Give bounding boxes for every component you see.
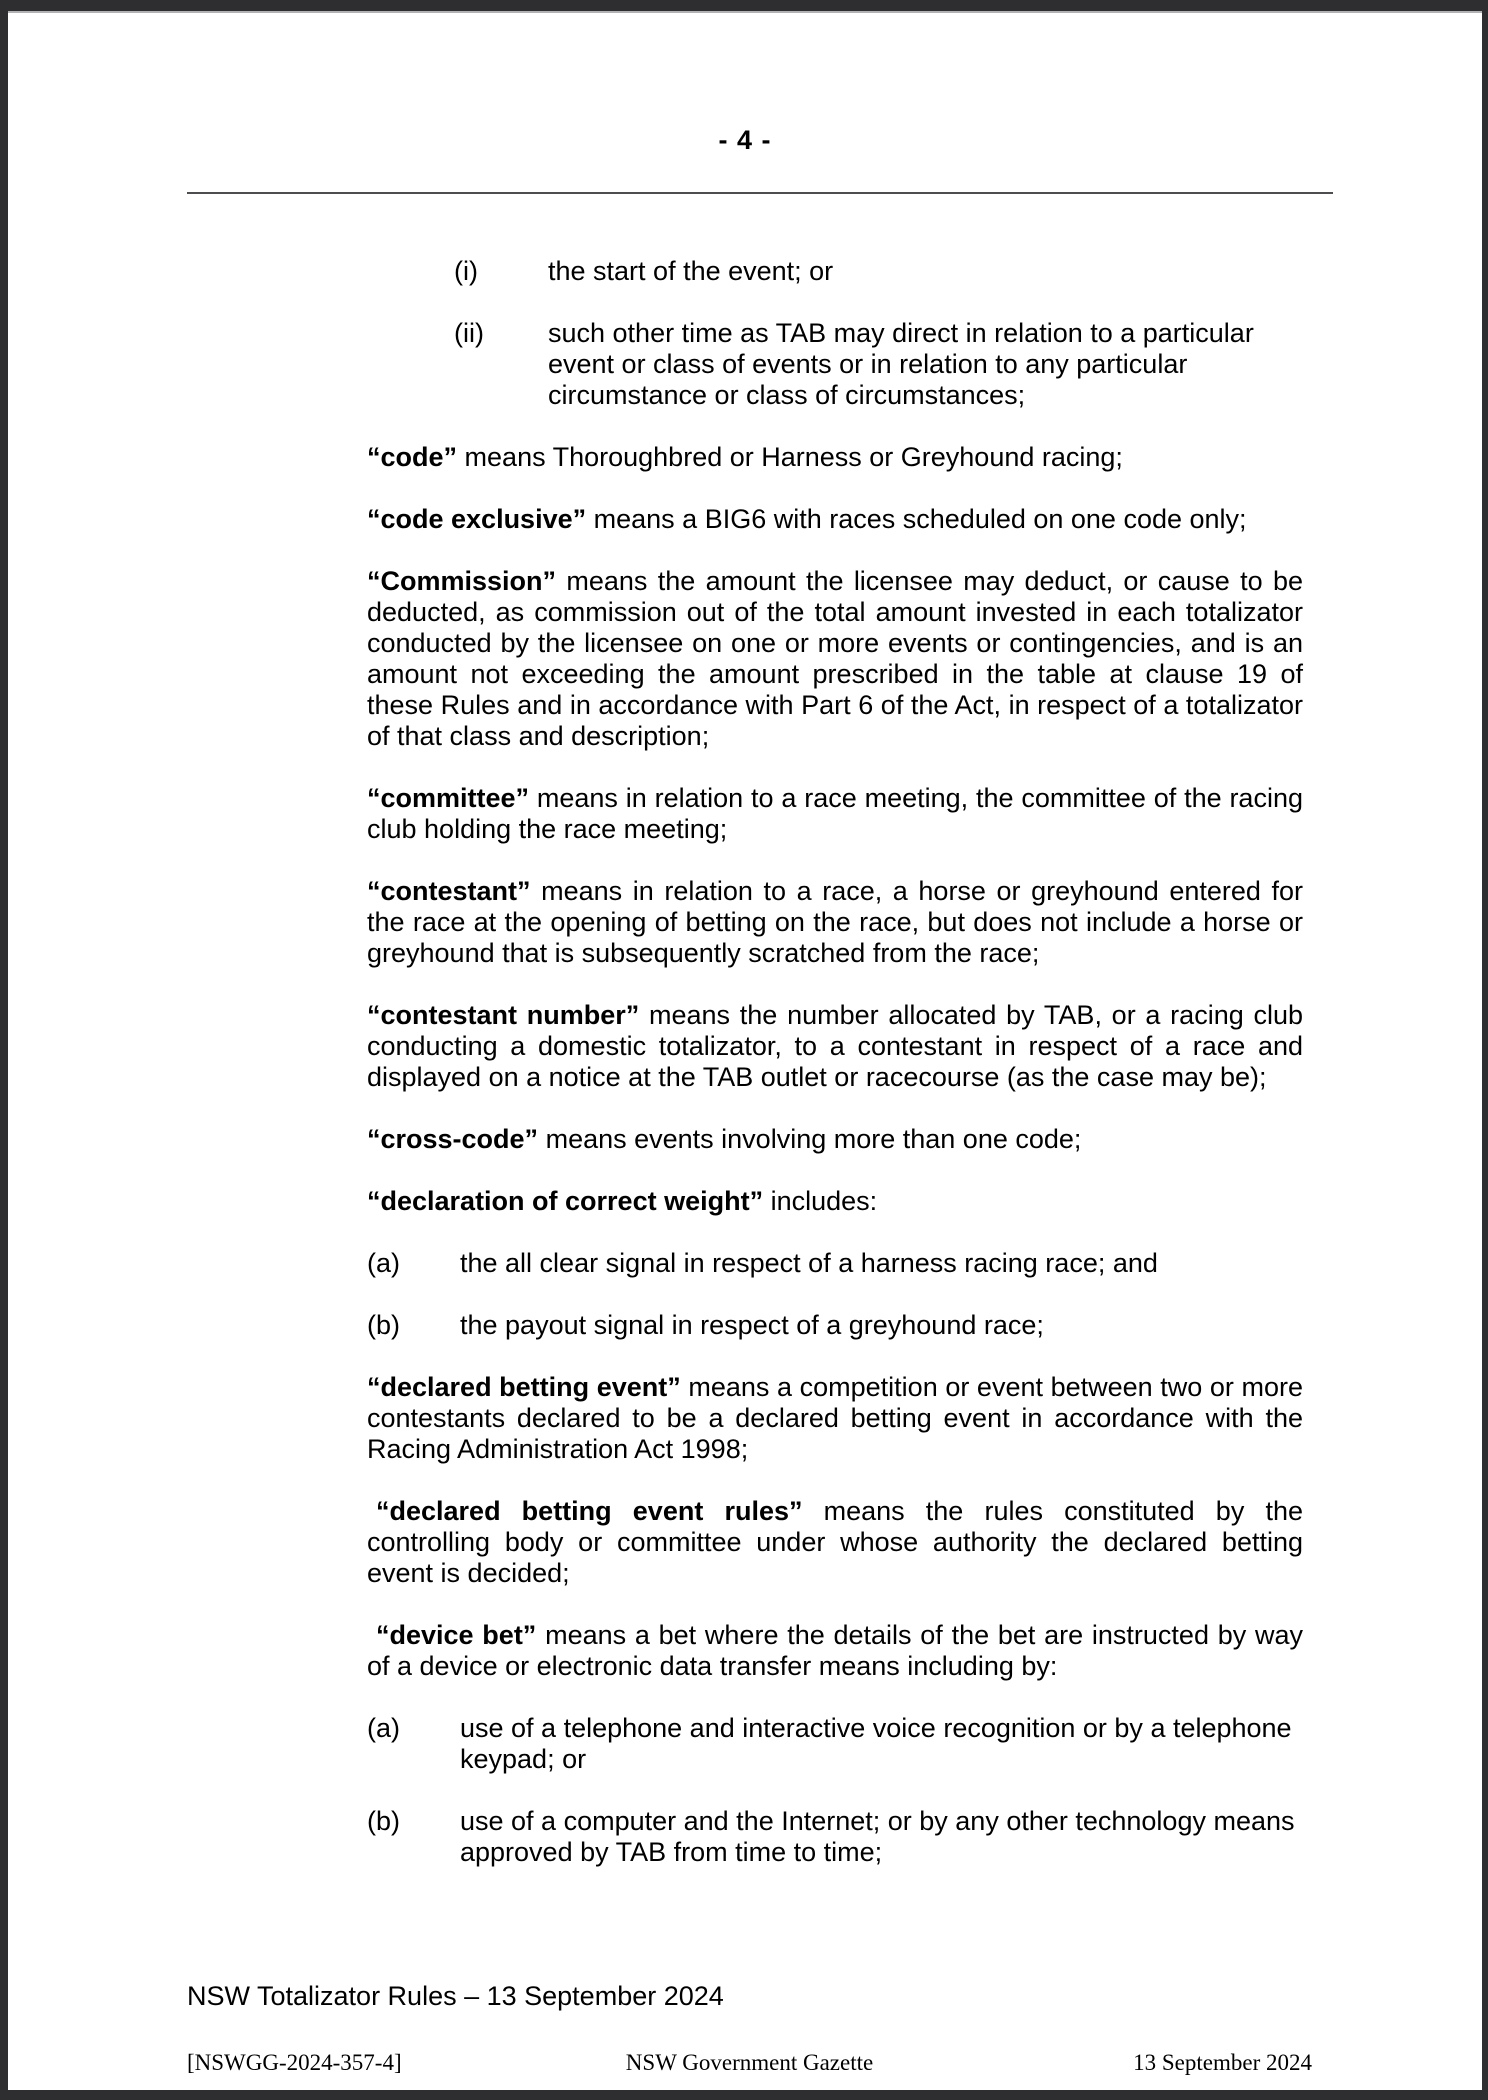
list-item-roman-i bbox=[367, 256, 1303, 287]
definition-text: means the rules constituted by the controlling body or committee under whose authority the declared betting event is decided; bbox=[367, 1496, 1303, 1588]
definition-term: “code” bbox=[367, 442, 458, 472]
list-item-text: such other time as TAB may direct in relation to a particular event or class of events or in relation to any particular circumstance or class of circumstances; bbox=[548, 318, 1254, 410]
definition-paragraph-code bbox=[367, 442, 1303, 473]
definition-paragraph-cross-code bbox=[367, 1124, 1303, 1155]
definition-text: means events involving more than one code; bbox=[545, 1124, 1082, 1154]
definition-term: “code exclusive” bbox=[367, 504, 587, 534]
definition-paragraph-commission bbox=[367, 566, 1303, 752]
definition-paragraph-contestant-number bbox=[367, 1000, 1303, 1093]
document-page bbox=[8, 11, 1482, 2090]
definition-term: “device bet” bbox=[376, 1620, 537, 1650]
list-item-text: use of a telephone and interactive voice recognition or by a telephone keypad; or bbox=[460, 1713, 1292, 1774]
definition-paragraph-contestant bbox=[367, 876, 1303, 969]
definition-paragraph-declared-betting-event bbox=[367, 1372, 1303, 1465]
content-area bbox=[367, 256, 1303, 1899]
list-item-text: the start of the event; or bbox=[548, 256, 834, 286]
gazette-reference: [NSWGG-2024-357-4] bbox=[187, 2050, 402, 2075]
definition-text: means the number allocated by TAB, or a racing club conducting a domestic totalizator, to a contestant in respect of a race and displayed on a notice at the TAB outlet or racecourse (as the case may be); bbox=[367, 1000, 1303, 1092]
gazette-date: 13 September 2024 bbox=[1133, 2050, 1312, 2075]
list-item-alpha-b bbox=[367, 1310, 1303, 1341]
definition-term: “declared betting event” bbox=[367, 1372, 681, 1402]
definition-text: means in relation to a race meeting, the committee of the racing club holding the race meeting; bbox=[367, 783, 1303, 844]
gazette-name: NSW Government Gazette bbox=[625, 2050, 874, 2075]
page-number: - 4 - bbox=[718, 125, 772, 155]
definition-term: “contestant” bbox=[367, 876, 531, 906]
document-footer-title: NSW Totalizator Rules – 13 September 2024 bbox=[187, 1981, 724, 2011]
list-item-label: (a) bbox=[367, 1248, 400, 1278]
gazette-footer bbox=[187, 2049, 1312, 2077]
definition-paragraph-declared-betting-event-rules bbox=[367, 1496, 1303, 1589]
definition-paragraph-declaration-of-correct-weight bbox=[367, 1186, 1303, 1217]
list-item-alpha-b2 bbox=[367, 1806, 1303, 1868]
definition-text: means in relation to a race, a horse or greyhound entered for the race at the opening of betting on the race, but does not include a horse or greyhound that is subsequently scratched from the race; bbox=[367, 876, 1303, 968]
list-item-roman-ii bbox=[367, 318, 1303, 411]
list-item-alpha-a2 bbox=[367, 1713, 1303, 1775]
definition-text: includes: bbox=[770, 1186, 878, 1216]
definition-term: “declaration of correct weight” bbox=[367, 1186, 764, 1216]
definition-term: “cross-code” bbox=[367, 1124, 539, 1154]
definition-paragraph-device-bet bbox=[367, 1620, 1303, 1682]
list-item-alpha-a bbox=[367, 1248, 1303, 1279]
definition-text: means Thoroughbred or Harness or Greyhound racing; bbox=[464, 442, 1123, 472]
list-item-text: the all clear signal in respect of a harness racing race; and bbox=[460, 1248, 1158, 1278]
header-rule bbox=[187, 192, 1333, 194]
list-item-text: the payout signal in respect of a greyhound race; bbox=[460, 1310, 1044, 1340]
definition-term: “declared betting event rules” bbox=[376, 1496, 803, 1526]
list-item-label: (b) bbox=[367, 1806, 400, 1836]
list-item-text: use of a computer and the Internet; or by any other technology means approved by TAB from time to time; bbox=[460, 1806, 1295, 1867]
list-item-label: (a) bbox=[367, 1713, 400, 1743]
definition-term: “contestant number” bbox=[367, 1000, 640, 1030]
definition-paragraph-code-exclusive bbox=[367, 504, 1303, 535]
list-item-label: (i) bbox=[454, 256, 478, 286]
list-item-label: (b) bbox=[367, 1310, 400, 1340]
definition-text: means a bet where the details of the bet are instructed by way of a device or electronic data transfer means including by: bbox=[367, 1620, 1303, 1681]
definition-text: means the amount the licensee may deduct, or cause to be deducted, as commission out of the total amount invested in each totalizator conducted by the licensee on one or more events or contingencies, and is an amount not exceeding the amount prescribed in the table at clause 19 of these Rules and in accordance with Part 6 of the Act, in respect of a totalizator of that class and description; bbox=[367, 566, 1303, 751]
list-item-label: (ii) bbox=[454, 318, 484, 348]
definition-paragraph-committee bbox=[367, 783, 1303, 845]
definition-text: means a BIG6 with races scheduled on one code only; bbox=[593, 504, 1247, 534]
definition-text: means a competition or event between two or more contestants declared to be a declared betting event in accordance with the Racing Administration Act 1998; bbox=[367, 1372, 1303, 1464]
definition-term: “Commission” bbox=[367, 566, 557, 596]
definition-term: “committee” bbox=[367, 783, 530, 813]
